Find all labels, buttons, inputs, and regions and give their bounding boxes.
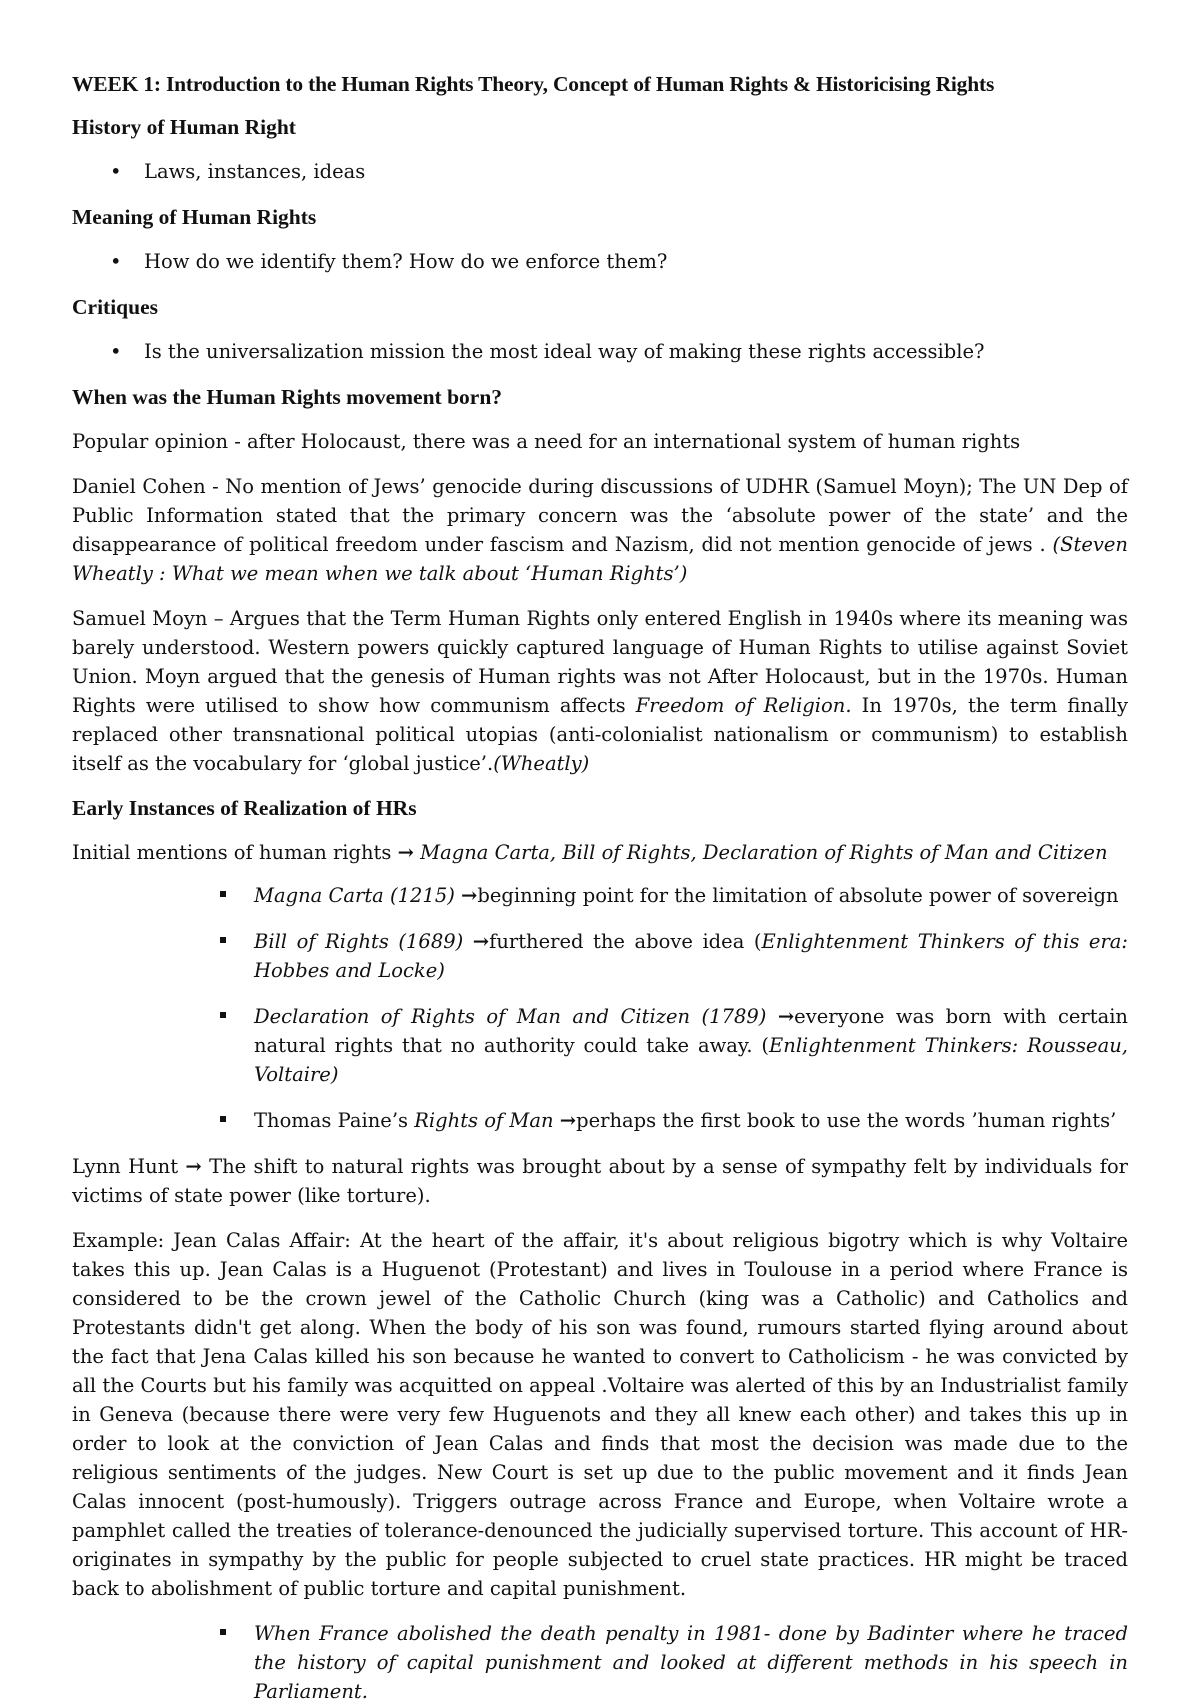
death-penalty-list [72, 1619, 1128, 1706]
list-item: • How do we identify them? How do we enforce them? [110, 247, 1128, 276]
citation-wheatly: (Steven Wheatly : What we mean when we talk about ‘Human Rights’) [72, 533, 1128, 585]
paragraph-moyn: Samuel Moyn – Argues that the Term Human Rights only entered English in 1940s where its meaning was barely understood. Western powers quickly captured language of Human Rights to utilise against Soviet Union. Moyn argued that the genesis of Human rights was not After Holocaust, but in the 1970s. Human Rights were utilised to show how communism affects Freedom of Religion. In 1970s, the term finally replaced other transnational political utopias (anti-colonialist nationalism or communism) to establish itself as the vocabulary for ‘global justice’.(Wheatly) [72, 607, 1128, 775]
paragraph-cohen: Daniel Cohen - No mention of Jews’ genocide during discussions of UDHR (Samuel Moyn); The UN Dep of Public Information stated that the primary concern was the ‘absolute power of the state’ and the disappearance of political freedom under fascism and Nazism, did not mention genocide of jews . (Steven Wheatly : What we mean when we talk about ‘Human Rights’) [72, 475, 1128, 585]
list-item: • Laws, instances, ideas [110, 157, 1128, 186]
heading-history: History of Human Right [72, 115, 296, 139]
bullet-icon: • [110, 340, 122, 363]
list-item: • Is the universalization mission the most ideal way of making these rights accessible? [110, 337, 1128, 366]
list-item: Declaration of Rights of Man and Citizen (1789) →everyone was born with certain natural rights that no authority could take away. (Enlightenment Thinkers: Rousseau, Voltaire) [220, 1002, 1128, 1089]
paragraph-popular-opinion: Popular opinion - after Holocaust, there was a need for an international system of human rights [72, 430, 1021, 453]
square-bullet-icon [220, 1116, 226, 1122]
list-item: Thomas Paine’s Rights of Man →perhaps the first book to use the words ’human rights’ [220, 1106, 1128, 1135]
meaning-list [72, 247, 1128, 276]
document-title: WEEK 1: Introduction to the Human Rights Theory, Concept of Human Rights & Historicising Rights [72, 72, 995, 96]
list-item: When France abolished the death penalty in 1981- done by Badinter where he traced the history of capital punishment and looked at different methods in his speech in Parliament. [220, 1619, 1128, 1706]
paragraph-jean-calas: Example: Jean Calas Affair: At the heart of the affair, it's about religious bigotry which is why Voltaire takes this up. Jean Calas is a Huguenot (Protestant) and lives in Toulouse in a period where France is considered to be the crown jewel of the Catholic Church (king was a Catholic) and Catholics and Protestants didn't get along. When the body of his son was found, rumours started flying around about the fact that Jena Calas killed his son because he wanted to convert to Catholicism - he was convicted by all the Courts but his family was acquitted on appeal .Voltaire was alerted of this by an Industrialist family in Geneva (because there were very few Huguenots and they all knew each other) and takes this up in order to look at the conviction of Jean Calas and finds that most the decision was made due to the religious sentiments of the judges. New Court is set up due to the public movement and it finds Jean Calas innocent (post-humously). Triggers outrage across France and Europe, when Voltaire wrote a pamphlet called the treaties of tolerance-denounced the judicially supervised torture. This account of HR-originates in sympathy by the public for people subjected to cruel state practices. HR might be traced back to abolishment of public torture and capital punishment. [72, 1229, 1128, 1600]
arrow-icon: → [397, 841, 414, 864]
bullet-icon: • [110, 250, 122, 273]
square-bullet-icon [220, 937, 226, 943]
critiques-list [72, 337, 1128, 366]
arrow-icon: → [185, 1155, 202, 1178]
paragraph-initial-mentions: Initial mentions of human rights → Magna Carta, Bill of Rights, Declaration of Rights of Man and Citizen [72, 841, 1108, 864]
paragraph-lynn-hunt: Lynn Hunt → The shift to natural rights was brought about by a sense of sympathy felt by individuals for victims of state power (like torture). [72, 1155, 1129, 1207]
square-bullet-icon [220, 891, 226, 897]
list-item: Bill of Rights (1689) →furthered the above idea (Enlightenment Thinkers of this era: Hobbes and Locke) [220, 927, 1128, 985]
bullet-icon: • [110, 160, 122, 183]
arrow-icon: → [777, 1005, 795, 1028]
list-item: Magna Carta (1215) →beginning point for the limitation of absolute power of sovereign [220, 881, 1128, 910]
citation-wheatly: (Wheatly) [493, 752, 590, 775]
arrow-icon: → [472, 930, 490, 953]
square-bullet-icon [220, 1629, 226, 1635]
square-bullet-icon [220, 1012, 226, 1018]
heading-critiques: Critiques [72, 295, 158, 319]
early-instances-list [72, 881, 1128, 1135]
arrow-icon: → [559, 1109, 577, 1132]
heading-meaning: Meaning of Human Rights [72, 205, 317, 229]
history-list [72, 157, 1128, 186]
arrow-icon: → [461, 884, 478, 907]
heading-born: When was the Human Rights movement born? [72, 385, 503, 409]
heading-early-instances: Early Instances of Realization of HRs [72, 796, 417, 820]
